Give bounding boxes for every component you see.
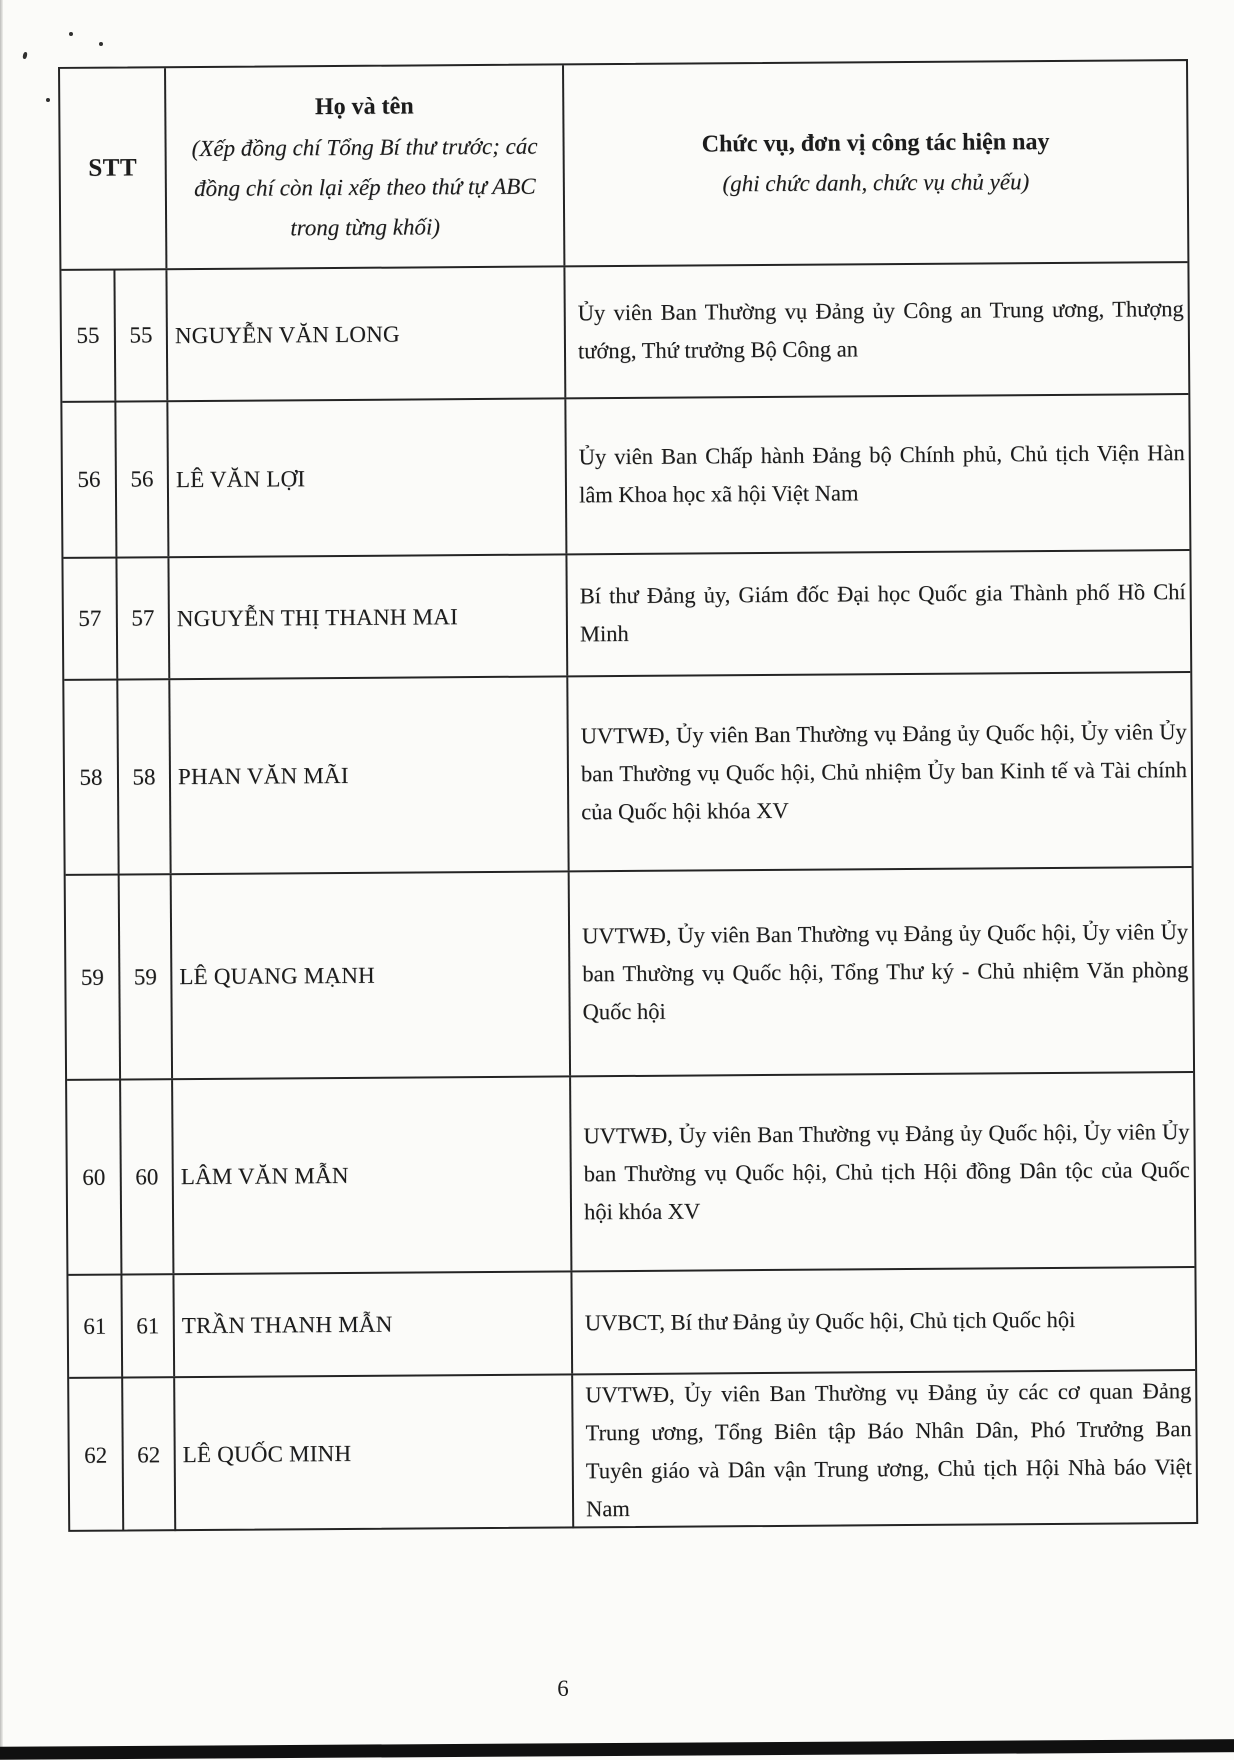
row-position — [566, 673, 1191, 870]
scan-speck — [46, 98, 50, 102]
row-stt-dup: 59 — [118, 875, 171, 1078]
officials-table — [58, 59, 1198, 1532]
row-position — [564, 395, 1189, 553]
table-row — [62, 393, 1189, 557]
row-stt: 58 — [79, 764, 103, 790]
col-header-stt: STT — [88, 154, 138, 182]
row-position — [571, 1371, 1196, 1528]
row-position-text: UVTWĐ, Ủy viên Ban Thường vụ Đảng ủy Quốc hội, Ủy viên Ủy ban Thường vụ Quốc hội, Chủ nhiệm Ủy ban Kinh tế và Tài chính của Quốc hội khóa XV — [580, 718, 1188, 824]
row-stt: 62 — [84, 1442, 108, 1468]
row-name: LÊ QUỐC MINH — [173, 1375, 572, 1531]
col-header-position-subtitle: (ghi chức danh, chức vụ chủ yếu) — [722, 169, 1030, 197]
row-stt-dup: 56 — [114, 402, 167, 556]
row-position-text: Ủy viên Ban Thường vụ Đảng ủy Công an Trung ương, Thượng tướng, Thứ trưởng Bộ Công an — [577, 296, 1184, 364]
table-header-row — [60, 61, 1187, 269]
row-position — [568, 868, 1193, 1075]
table-row — [67, 1071, 1194, 1274]
scan-edge-shadow — [0, 0, 3, 1757]
scan-speck — [99, 42, 103, 46]
table-row — [63, 549, 1190, 679]
col-header-position-title: Chức vụ, đơn vị công tác hiện nay — [701, 129, 1050, 158]
col-header-position — [562, 61, 1187, 265]
row-name: NGUYỄN VĂN LONG — [165, 267, 564, 400]
row-stt: 60 — [82, 1164, 106, 1190]
row-stt-dup: 58 — [116, 680, 169, 873]
row-stt: 57 — [78, 605, 102, 631]
row-position — [569, 1073, 1194, 1270]
row-stt: 55 — [76, 322, 100, 348]
row-position-text: Bí thư Đảng ủy, Giám đốc Đại học Quốc gia Thành phố Hồ Chí Minh — [579, 579, 1186, 647]
row-position-text: UVTWĐ, Ủy viên Ban Thường vụ Đảng ủy Quốc hội, Ủy viên Ủy ban Thường vụ Quốc hội, Tổng Thư ký - Chủ nhiệm Văn phòng Quốc hội — [582, 918, 1189, 1024]
row-name: PHAN VĂN MÃI — [168, 677, 567, 873]
row-position-text: Ủy viên Ban Chấp hành Đảng bộ Chính phủ, Chủ tịch Viện Hàn lâm Khoa học xã hội Việt Nam — [578, 440, 1185, 508]
row-name: TRẦN THANH MẪN — [172, 1272, 571, 1376]
scan-speck — [69, 32, 73, 36]
table-body — [61, 261, 1196, 1532]
row-stt-dup: 60 — [119, 1080, 172, 1273]
col-header-name — [164, 65, 563, 268]
row-name: NGUYỄN THỊ THANH MAI — [167, 555, 566, 678]
page-number: 6 — [557, 1676, 569, 1701]
row-position-text: UVTWĐ, Ủy viên Ban Thường vụ Đảng ủy các cơ quan Đảng Trung ương, Tổng Biên tập Báo Nhân Dân, Phó Trưởng Ban Tuyên giáo và Dân vận Trung ương, Chủ tịch Hội Nhà báo Việt Nam — [585, 1377, 1192, 1521]
row-position — [570, 1268, 1195, 1373]
scan-speck — [22, 52, 28, 60]
row-name: LÂM VĂN MẪN — [171, 1077, 570, 1273]
col-header-name-title: Họ và tên — [314, 92, 414, 120]
row-stt-dup: 62 — [121, 1378, 174, 1531]
row-stt: 56 — [77, 466, 101, 492]
row-name: LÊ QUANG MẠNH — [170, 872, 569, 1078]
row-position — [563, 263, 1188, 397]
col-header-name-subtitle: (Xếp đồng chí Tổng Bí thư trước; các đồng chí còn lại xếp theo thứ tự ABC trong từng khối) — [191, 133, 538, 240]
table-row — [69, 1369, 1196, 1532]
row-stt-dup: 55 — [113, 270, 166, 400]
row-position-text: UVTWĐ, Ủy viên Ban Thường vụ Đảng ủy Quốc hội, Ủy viên Ủy ban Thường vụ Quốc hội, Chủ tịch Hội đồng Dân tộc của Quốc hội khóa XV — [583, 1118, 1190, 1224]
table-row — [68, 1266, 1195, 1377]
table-row — [64, 671, 1191, 874]
row-stt-dup: 61 — [120, 1275, 173, 1376]
row-name: LÊ VĂN LỢI — [166, 399, 565, 556]
table-row — [66, 866, 1193, 1079]
row-stt: 61 — [83, 1313, 107, 1339]
row-stt-dup: 57 — [115, 558, 168, 678]
row-stt: 59 — [80, 964, 104, 990]
table-row — [61, 261, 1188, 401]
row-position — [565, 551, 1190, 675]
row-position-text: UVBCT, Bí thư Đảng ủy Quốc hội, Chủ tịch Quốc hội — [584, 1306, 1076, 1335]
